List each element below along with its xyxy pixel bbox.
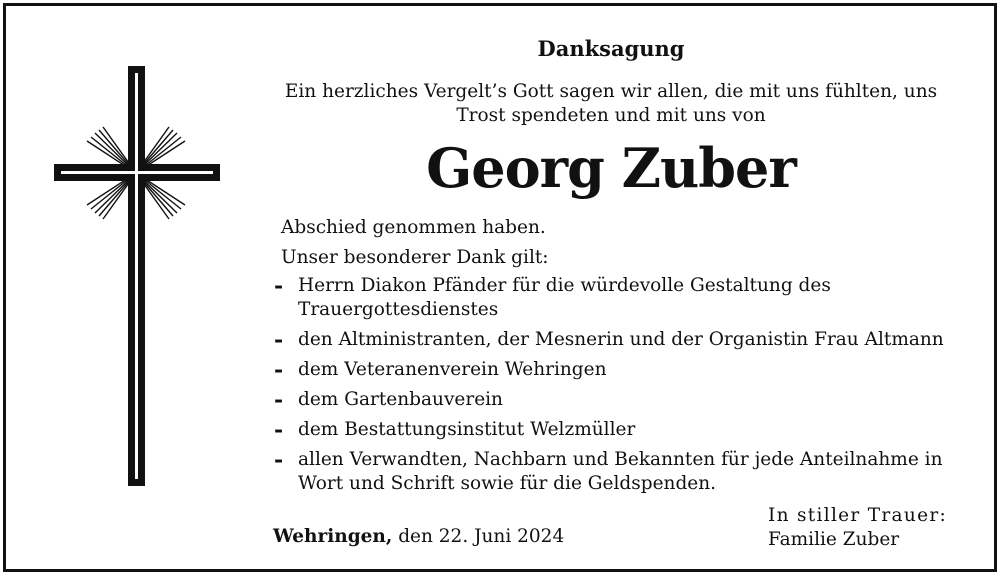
- thanks-intro: Unser besonderer Dank gilt:: [281, 247, 549, 268]
- list-item: - dem Bestattungsinstitut Welzmüller: [274, 417, 636, 443]
- place: Wehringen,: [273, 526, 393, 547]
- family-name: Familie Zuber: [768, 529, 900, 550]
- farewell-text: Abschied genommen haben.: [281, 217, 546, 238]
- dash-icon: -: [274, 327, 284, 353]
- deceased-name: Georg Zuber: [426, 136, 796, 200]
- list-item: - Herrn Diakon Pfänder für die würdevolle Gestaltung des Trauergottesdienstes: [274, 273, 831, 320]
- announcement-frame: [3, 3, 997, 572]
- dash-icon: -: [274, 357, 284, 383]
- dash-icon: -: [274, 447, 284, 473]
- intro-text: Ein herzliches Vergelt’s Gott sagen wir allen, die mit uns fühlten, uns Trost spendeten und mit uns von: [284, 81, 938, 126]
- list-item: - dem Veteranenverein Wehringen: [274, 357, 607, 383]
- list-item: - den Altministranten, der Mesnerin und der Organistin Frau Altmann: [274, 327, 944, 353]
- thanks-list: [271, 274, 971, 502]
- heading: Danksagung: [537, 36, 685, 61]
- list-item: - dem Gartenbauverein: [274, 387, 503, 413]
- date: den 22. Juni 2024: [398, 526, 565, 547]
- dash-icon: -: [274, 387, 284, 413]
- cross-icon: [51, 61, 223, 501]
- mourning-line: In stiller Trauer:: [768, 505, 948, 526]
- list-item: - allen Verwandten, Nachbarn und Bekannten für jede Anteilnahme in Wort und Schrift sowie für die Geldspenden.: [274, 447, 943, 494]
- dash-icon: -: [274, 417, 284, 443]
- signature-block: [768, 504, 947, 552]
- place-date: [273, 526, 564, 547]
- dash-icon: -: [274, 273, 284, 299]
